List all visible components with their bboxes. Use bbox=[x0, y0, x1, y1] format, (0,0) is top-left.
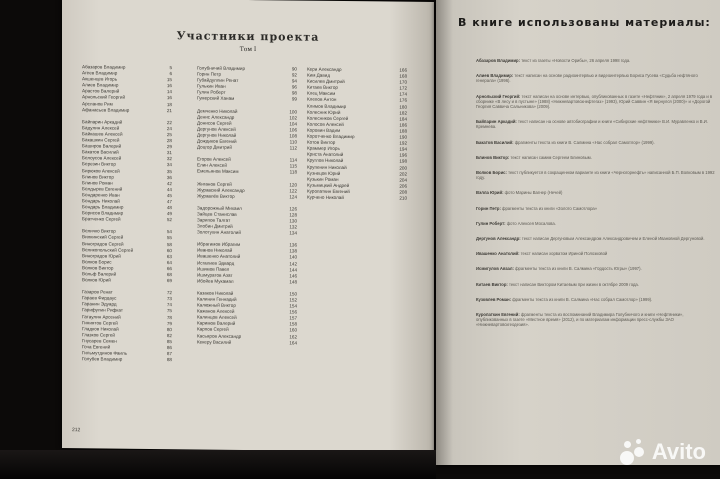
material-text: фрагменты текста из воспоминаний Владимира Голубничого и книги «Нефтяники», опубликованных в газете «Местное время» (2012), и по материалам информации пресс-службы ЗАО «Нижневартовскгеодезия». bbox=[476, 312, 684, 328]
book-edge bbox=[0, 450, 436, 479]
participant-name: Арнольский Георгий bbox=[82, 94, 126, 101]
participant-page: 68 bbox=[166, 272, 172, 278]
participant-name: Болдырев Евгений bbox=[82, 186, 123, 192]
material-text: текст публикуется в сокращенном варианте из книги «Черногорнефть» написанной Б.П. Волковым в 1992 году. bbox=[476, 170, 715, 181]
participant-name: Золотухин Анатолий bbox=[197, 229, 241, 236]
participant-name: Агеев Владимир bbox=[82, 70, 118, 76]
participant-page: 86 bbox=[166, 345, 172, 351]
participant-page: 99 bbox=[291, 96, 297, 102]
participant-page: 58 bbox=[166, 241, 172, 247]
participant-page: 192 bbox=[399, 140, 407, 146]
participant-name: Блинов Виктор bbox=[82, 173, 114, 180]
participant-name: Вольф Валерий bbox=[82, 271, 117, 277]
participant-page: 31 bbox=[166, 150, 172, 156]
participant-name: Акшенцев Игорь bbox=[82, 76, 118, 82]
participant-page: 202 bbox=[399, 171, 407, 177]
participant-page: 118 bbox=[289, 169, 297, 175]
participant-name: Калюжный Виктор bbox=[197, 302, 236, 308]
material-author: Бакатов Василий: bbox=[476, 139, 514, 145]
participant-page: 148 bbox=[289, 279, 297, 285]
participant-name: Ивашенко Анатолий bbox=[197, 253, 241, 260]
participant-name: Иванов Николай bbox=[197, 247, 233, 254]
participant-page: 32 bbox=[166, 156, 172, 162]
participant-name: Газаров Ренат bbox=[82, 289, 113, 295]
participant-name: Коротченко Владимир bbox=[307, 133, 355, 140]
participant-page: 14 bbox=[166, 89, 172, 95]
participant-page: 142 bbox=[289, 260, 297, 267]
participant-name: Блинов Роман bbox=[82, 179, 113, 186]
material-author: Китаев Виктор: bbox=[476, 281, 508, 287]
participant-page: 64 bbox=[166, 259, 172, 266]
participant-page: 204 bbox=[399, 177, 407, 183]
participant-name: Голубев Владимир bbox=[82, 356, 123, 362]
participant-name: Коровин Вадим bbox=[307, 127, 341, 133]
participant-page: 16 bbox=[166, 83, 172, 89]
participant-name: Дождиков Евгений bbox=[197, 138, 237, 144]
participant-page: 168 bbox=[399, 73, 407, 79]
participant-name: Кекеру Василий bbox=[197, 339, 232, 345]
participant-page: 16 bbox=[166, 95, 172, 101]
participant-name: Калинин Геннадий bbox=[197, 296, 237, 302]
material-text: фрагменты текста из книги «Золото Самотлора» bbox=[502, 205, 598, 211]
participant-page: 98 bbox=[291, 90, 297, 96]
participant-name: Криста Анатолий bbox=[307, 151, 344, 158]
material-author: Гулин Роберт: bbox=[476, 220, 506, 226]
participant-name: Гнусарев Семен bbox=[82, 338, 117, 344]
participant-page: 128 bbox=[289, 212, 297, 218]
participant-page: 160 bbox=[289, 327, 297, 333]
participant-page: 36 bbox=[166, 174, 172, 180]
participant-name: Кузьмицкий Андрей bbox=[307, 182, 350, 188]
material-text: фото Алексея Мосалова. bbox=[506, 220, 556, 226]
participant-page: 134 bbox=[289, 230, 297, 236]
material-entry bbox=[476, 73, 716, 83]
participant-page: 157 bbox=[289, 315, 297, 321]
participant-page: 44 bbox=[166, 186, 172, 192]
participant-page: 79 bbox=[166, 320, 172, 326]
participant-page: 5 bbox=[169, 65, 172, 71]
participant-page: 210 bbox=[399, 195, 407, 201]
participant-name: Арсланов Рим bbox=[82, 100, 113, 107]
participant-page: 28 bbox=[166, 138, 172, 144]
participant-page: 104 bbox=[289, 121, 297, 127]
material-entry bbox=[476, 140, 716, 145]
participant-name: Егоров Алексей bbox=[197, 156, 231, 163]
participant-page: 152 bbox=[289, 297, 297, 303]
material-author: Исмигулов Авзал: bbox=[476, 266, 514, 272]
participant-page: 25 bbox=[166, 132, 172, 138]
participant-name: Глазков Сергей bbox=[82, 332, 115, 338]
participant-name: Алиев Владимир bbox=[82, 82, 119, 88]
participant-page: 49 bbox=[166, 211, 172, 217]
participant-page: 82 bbox=[166, 332, 172, 339]
participant-page: 69 bbox=[166, 278, 172, 284]
participant-page: 102 bbox=[289, 115, 297, 121]
volume-subtitle: Том I bbox=[239, 45, 257, 54]
participant-page: 184 bbox=[399, 116, 407, 122]
participant-name: Демченко Николай bbox=[197, 108, 238, 114]
participant-name: Баширов Валерий bbox=[82, 143, 122, 149]
participant-name: Краммер Игорь bbox=[307, 145, 340, 152]
participant-name: Братченко Сергей bbox=[82, 216, 121, 222]
participant-page: 63 bbox=[166, 253, 172, 259]
participant-page: 138 bbox=[289, 248, 297, 254]
participant-name: Гулин Роберт bbox=[197, 89, 226, 96]
participant-page: 100 bbox=[289, 108, 297, 115]
material-entry bbox=[476, 170, 716, 180]
participant-page: 126 bbox=[289, 206, 297, 212]
participant-name: Каримов Валерий bbox=[197, 320, 236, 327]
participant-page: 166 bbox=[399, 67, 407, 73]
participant-page: 72 bbox=[166, 290, 172, 296]
participant-name: Ишмуратов Азат bbox=[197, 272, 233, 278]
materials-title: В книге использованы материалы: bbox=[458, 16, 711, 29]
participant-name: Березин Виктор bbox=[82, 161, 116, 168]
participant-page: 174 bbox=[399, 91, 407, 98]
material-entry bbox=[476, 221, 716, 226]
participant-page: 96 bbox=[291, 84, 297, 90]
participant-name: Гараев Фирдаус bbox=[82, 295, 117, 301]
material-entry bbox=[476, 266, 716, 271]
participant-name: Курчено Николай bbox=[307, 194, 344, 200]
participant-page: 208 bbox=[399, 189, 407, 195]
participant-page: 73 bbox=[166, 296, 172, 302]
material-author: Волков Борис: bbox=[476, 170, 507, 176]
material-entry bbox=[476, 119, 716, 129]
participant-name: Гиниятов Сергей bbox=[82, 319, 118, 326]
avito-logo-icon bbox=[620, 439, 646, 465]
participant-page: 114 bbox=[289, 157, 297, 163]
material-text: фрагменты текста из книги В. Салмина «Нас собрал Самотлор» (1999). bbox=[514, 139, 655, 145]
participant-name: Байкашев Алексей bbox=[82, 131, 123, 137]
participant-page: 87 bbox=[166, 351, 172, 357]
participant-name: Котов Виктор bbox=[307, 139, 336, 146]
participant-name: Гарифулин Рифкат bbox=[82, 307, 123, 314]
participant-page: 108 bbox=[289, 133, 297, 139]
participant-page: 198 bbox=[399, 158, 407, 165]
participant-name: Ибрагимов Ибрагим bbox=[197, 241, 241, 248]
participant-page: 162 bbox=[289, 333, 297, 340]
participant-name: Гильмутдинов Фаиль bbox=[82, 350, 128, 356]
participant-name: Виноградов Юрий bbox=[82, 252, 121, 259]
participant-name: Кисилев Дмитрий bbox=[307, 78, 345, 85]
participant-name: Крупенин Николай bbox=[307, 164, 347, 170]
material-author: Кузовлев Роман: bbox=[476, 296, 512, 302]
participant-page: 188 bbox=[399, 128, 407, 134]
material-entry bbox=[476, 155, 716, 160]
left-book-page bbox=[62, 0, 434, 452]
participant-name: Китаев Виктор bbox=[307, 84, 338, 91]
material-text: текст написан Дергуновым Александром Александровичем и Еленой Ивановной Дергуновой. bbox=[521, 236, 705, 242]
right-book-page bbox=[436, 0, 720, 465]
participant-page: 42 bbox=[166, 180, 172, 186]
participant-name: Бирюков Алексей bbox=[82, 167, 120, 174]
participant-page: 144 bbox=[289, 267, 297, 273]
material-author: Горин Петр: bbox=[476, 205, 501, 211]
participant-page: 22 bbox=[166, 119, 172, 125]
material-entry bbox=[476, 206, 716, 211]
participant-name: Зайцев Станислав bbox=[197, 211, 237, 217]
avito-brand-text: Avito bbox=[651, 439, 706, 464]
participant-name: Волков Юрий bbox=[82, 277, 111, 283]
participant-page: 150 bbox=[289, 291, 297, 297]
participant-name: Величко Виктор bbox=[82, 228, 116, 234]
materials-list bbox=[476, 58, 716, 338]
participant-page: 106 bbox=[289, 127, 297, 133]
participant-name: Доцгор Дмитрий bbox=[197, 144, 232, 150]
participant-name: Гулькин Иван bbox=[197, 83, 226, 90]
participant-name: Гатаулин Арсений bbox=[82, 313, 121, 320]
participant-page: 45 bbox=[166, 193, 172, 199]
participant-page: 29 bbox=[166, 144, 172, 150]
participant-name: Журавский Александр bbox=[197, 187, 245, 193]
participant-name: Круглов Николай bbox=[307, 158, 344, 164]
participant-page: 34 bbox=[166, 162, 172, 168]
participant-name: Бондарь Николай bbox=[82, 198, 120, 204]
participant-row bbox=[82, 356, 172, 363]
participant-page: 48 bbox=[166, 205, 172, 211]
participant-page: 140 bbox=[289, 254, 297, 260]
participant-name: Задорожный Михаил bbox=[197, 205, 242, 211]
participant-name: Гаранин Эдуард bbox=[82, 301, 117, 307]
participant-page: 85 bbox=[166, 339, 172, 345]
participant-name: Клец Максим bbox=[307, 90, 336, 97]
participant-name: Борисов Владимир bbox=[82, 210, 124, 216]
participant-page: 24 bbox=[166, 125, 172, 132]
participant-page: 120 bbox=[289, 181, 297, 188]
participant-name: Дергунов Николай bbox=[197, 132, 237, 138]
participant-name: Великопольский Сергей bbox=[82, 246, 134, 253]
participant-name: Бакашкин Сергей bbox=[82, 137, 120, 143]
participant-name: Колесников Сергей bbox=[307, 115, 349, 121]
participant-page: 66 bbox=[166, 266, 172, 272]
participant-page: 74 bbox=[166, 302, 172, 308]
material-entry bbox=[476, 312, 716, 328]
participant-page: 78 bbox=[166, 314, 172, 320]
material-text: текст написан хорватом Ириной Полозковой bbox=[520, 251, 608, 257]
participant-page: 80 bbox=[166, 326, 172, 332]
participant-page: 60 bbox=[166, 247, 172, 253]
participant-name: Колесник Юрий bbox=[307, 109, 341, 115]
participant-name: Злобин Дмитрий bbox=[197, 223, 233, 229]
participant-name: Гоча Евгений bbox=[82, 344, 111, 350]
participant-name: Бадулин Алексей bbox=[82, 125, 120, 131]
participant-name: Кажанов Алексей bbox=[197, 308, 235, 315]
participant-name: Абазаров Владимир bbox=[82, 64, 126, 70]
participant-page: 115 bbox=[289, 163, 297, 169]
material-entry bbox=[476, 58, 716, 63]
participant-row bbox=[197, 339, 297, 346]
participant-page: 200 bbox=[399, 165, 407, 171]
material-author: Арнольский Георгий: bbox=[476, 93, 521, 99]
material-entry bbox=[476, 94, 716, 110]
participant-page: 164 bbox=[289, 340, 297, 346]
participant-page: 158 bbox=[289, 321, 297, 327]
participant-name: Бондарь Владимир bbox=[82, 204, 124, 210]
page-number: 212 bbox=[72, 427, 81, 434]
participant-page: 6 bbox=[169, 71, 172, 77]
participant-page: 90 bbox=[291, 66, 297, 72]
participant-page: 196 bbox=[399, 152, 407, 158]
participant-name: Волков Борис bbox=[82, 259, 112, 265]
participant-page: 18 bbox=[166, 101, 172, 107]
participant-page: 92 bbox=[291, 72, 297, 78]
material-text: фото Марины Вагнер (Нечей) bbox=[504, 190, 563, 196]
participant-page: 186 bbox=[399, 122, 407, 128]
participant-name: Кузькин Роман bbox=[307, 176, 339, 182]
participant-page: 52 bbox=[166, 217, 172, 223]
participant-page: 136 bbox=[289, 242, 297, 248]
material-author: Блинов Виктор: bbox=[476, 154, 510, 160]
participant-page: 130 bbox=[289, 218, 297, 224]
participant-name: Бондаренко Иван bbox=[82, 192, 120, 198]
participant-page: 55 bbox=[166, 235, 172, 241]
material-author: Куропаткин Евгений: bbox=[476, 312, 520, 318]
participant-name: Емельянов Максим bbox=[197, 168, 239, 175]
participant-name: Денис Александр bbox=[197, 114, 235, 120]
participant-name: Донисов Сергей bbox=[197, 120, 232, 126]
material-author: Ивашенко Анатолий: bbox=[476, 251, 520, 257]
participant-page: 88 bbox=[166, 357, 172, 363]
participants-column-3 bbox=[307, 67, 407, 202]
participant-name: Карпов Сергей bbox=[197, 326, 229, 333]
participant-name: Губайдуллин Ренат bbox=[197, 77, 239, 84]
participant-page: 172 bbox=[399, 85, 407, 91]
participant-name: Белоусов Алексей bbox=[82, 155, 122, 161]
participant-page: 15 bbox=[166, 77, 172, 83]
participant-page: 154 bbox=[289, 303, 297, 309]
participant-page: 194 bbox=[399, 146, 407, 152]
participant-name: Клепов Антон bbox=[307, 97, 337, 103]
participant-name: Климов Владимир bbox=[307, 103, 347, 109]
participant-name: Казаков Николай bbox=[197, 290, 234, 296]
material-text: текст написан на основе радиоинтервью и видеоинтервью Бориса Гусева «Судьба нефтяного генерала» (1996). bbox=[476, 73, 698, 84]
participant-page: 156 bbox=[289, 309, 297, 315]
material-text: фрагменты текста из книги В. Салмина «Гордость Югры» (1997). bbox=[515, 266, 642, 272]
participant-name: Гладков Николай bbox=[82, 326, 119, 332]
material-entry bbox=[476, 282, 716, 287]
participant-page: 47 bbox=[166, 199, 172, 205]
participant-page: 112 bbox=[289, 145, 297, 151]
material-entry bbox=[476, 236, 716, 241]
participant-name: Ибойев Мукамал bbox=[197, 278, 234, 284]
avito-watermark bbox=[620, 439, 706, 465]
participant-page: 170 bbox=[399, 79, 407, 85]
participant-name: Бакатов Василий bbox=[82, 149, 119, 155]
participant-page: 124 bbox=[289, 194, 297, 200]
participant-name: Зарипов Талгат bbox=[197, 217, 231, 223]
participant-row bbox=[307, 195, 407, 202]
participant-name: Калинцов Алексей bbox=[197, 314, 237, 321]
material-entry bbox=[476, 251, 716, 256]
participant-name: Куропаткин Евгений bbox=[307, 188, 350, 194]
material-author: Алиев Владимир: bbox=[476, 73, 514, 79]
participant-page: 35 bbox=[166, 168, 172, 174]
participants-column-2 bbox=[197, 65, 297, 346]
material-author: Байпарин Аркадий: bbox=[476, 119, 517, 125]
participant-name: Арастов Валерий bbox=[82, 88, 120, 95]
material-text: текст из газеты «Новости Орибы», 26 апреля 1998 года. bbox=[521, 58, 631, 63]
participant-name: Волков Виктор bbox=[82, 265, 114, 271]
material-text: текст написан на основе интервью, опубликованных в газете «Нефтяник», 2 апреля 1979 года и в сборнике «В лесу и в пустыне» (1988) «Нижневартовскнефтегаз» (1993), Юрий Саввин «Я вернулся (2000)» и «Дорогой Георгия Саввича Сальникова» (2009). bbox=[476, 93, 713, 110]
material-text: фрагменты текста из книги В. Салмина «Нас собрал Самотлор» (1999). bbox=[512, 296, 653, 302]
participant-name: Исгалиев Эдвард bbox=[197, 259, 235, 266]
participant-page: 75 bbox=[166, 308, 172, 314]
participant-name: Виноградов Сергей bbox=[82, 240, 124, 247]
participant-name: Гумерский Ханам bbox=[197, 95, 235, 102]
participant-page: 206 bbox=[399, 183, 407, 189]
material-text: текст написан на основе автобиографии и книги «Сибирские нефтяники» В.И. Муравленко и В.И. Кремнева. bbox=[476, 119, 708, 130]
participant-name: Елин Алексей bbox=[197, 162, 227, 169]
participant-name: Жиганов Сергей bbox=[197, 180, 232, 187]
participant-page: 132 bbox=[289, 224, 297, 230]
material-entry bbox=[476, 297, 716, 302]
material-author: Вэлла Юрий: bbox=[476, 190, 504, 196]
participant-page: 176 bbox=[399, 98, 407, 104]
material-text: текст написан Виктором Китаевым при жизни в октябре 2009 года. bbox=[508, 281, 639, 287]
participant-name: Байпарин Аркадий bbox=[82, 119, 123, 125]
participant-page: 190 bbox=[399, 134, 407, 140]
participant-name: Ким Давид bbox=[307, 72, 331, 78]
participant-page: 110 bbox=[289, 139, 297, 145]
material-author: Абазаров Владимир: bbox=[476, 58, 521, 63]
participant-name: Дергунов Алексей bbox=[197, 126, 236, 132]
participant-page: 122 bbox=[289, 188, 297, 194]
participants-column-1 bbox=[82, 64, 172, 363]
participant-name: Касьяров Александр bbox=[197, 333, 242, 339]
participant-page: 54 bbox=[166, 229, 172, 235]
participant-name: Кери Александр bbox=[307, 66, 342, 72]
participant-name: Афанасьев Владимир bbox=[82, 106, 130, 113]
participant-page: 21 bbox=[166, 107, 172, 113]
participant-name: Кузнецов Юрий bbox=[307, 170, 341, 176]
participant-name: Голубничий Владимир bbox=[197, 65, 246, 71]
page-title: Участники проекта bbox=[176, 29, 320, 44]
participant-page: 182 bbox=[399, 110, 407, 116]
participant-page: 94 bbox=[291, 78, 297, 84]
material-author: Дергунов Александр: bbox=[476, 236, 521, 242]
participant-page: 146 bbox=[289, 273, 297, 279]
participant-name: Горин Петр bbox=[197, 71, 222, 77]
participant-page: 180 bbox=[399, 104, 407, 110]
participant-name: Колосов Алексей bbox=[307, 121, 344, 127]
material-entry bbox=[476, 190, 716, 195]
participant-name: Вилкинский Сергей bbox=[82, 234, 124, 241]
participant-name: Ишимов Павел bbox=[197, 266, 230, 272]
participant-name: Журавлёв Виктор bbox=[197, 193, 235, 199]
material-text: текст написан самим Сергеем Блиновым. bbox=[510, 154, 592, 160]
